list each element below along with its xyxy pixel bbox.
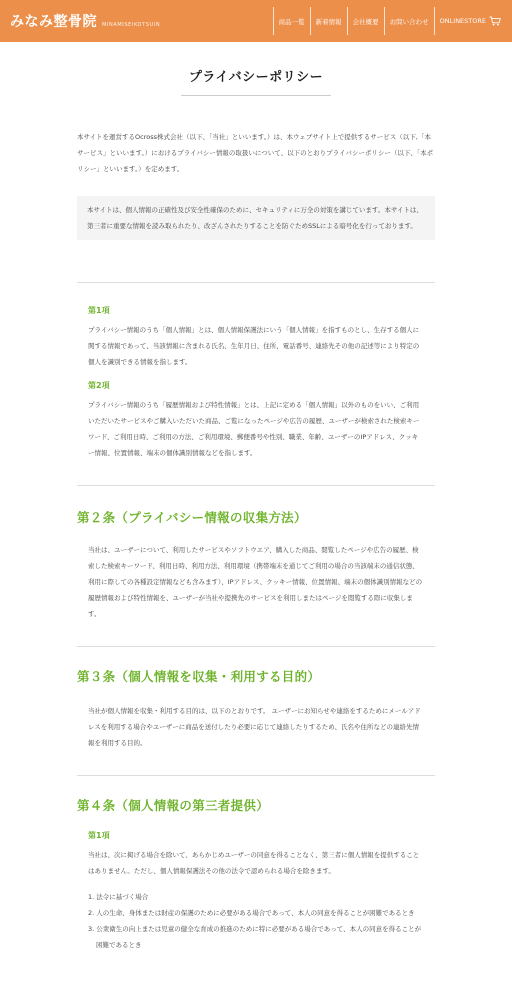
page-content [0,66,512,953]
s4-item1-text: 当社は、次に掲げる場合を除いて、あらかじめユーザーの同意を得ることなく、第三者に個人情報を提供することはありません。ただし、個人情報保護法その他の法令で認められる場合を除きます。 [88,851,420,875]
security-notice-box: 本サイトは、個人情報の正確性及び安全性確保のために、セキュリティに万全の対策を講じています。本サイトは、第三者に重要な情報を読み取られたり、改ざんされたりすることを防ぐためSSLによる暗号化を行っております。 [77,196,435,240]
main-nav [273,0,506,42]
section-divider [77,485,435,486]
nav-company[interactable]: 会社概要 [347,7,384,35]
nav-news[interactable]: 新着情報 [310,7,347,35]
section-2-text: 当社は、ユーザーについて、利用したサービスやソフトウエア、購入した商品、閲覧したページや広告の履歴、検索した検索キーワード、利用日時、利用方法、利用環境（携帯端末を通じてご利用の場合の当該端末の通信状態、利用に際しての各種設定情報なども含みます）、IPアドレス、クッキー情報、位置情報、端末の個体識別情報などの履歴情報および特性情報を、ユーザーが当社や提携先のサービスを利用しまたはページを閲覧する際に収集します。 [88,546,423,618]
logo-text: みなみ整骨院 [10,14,97,30]
s1-item2-text: プライバシー情報のうち「履歴情報および特性情報」とは、上記に定める「個人情報」以外のものをいい、ご利用いただいたサービスやご購入いただいた商品、ご覧になったページや広告の履歴、ユーザーが検索された検索キーワード、ご利用日時、ご利用の方法、ご利用環境、郵便番号や性別、職業、年齢、ユーザーのIPアドレス、クッキー情報、位置情報、端末の個体識別情報などを指します。 [88,401,420,457]
s1-item2-heading: 第2項 [88,381,110,390]
logo-subtext: MINAMISEIKOTSUIN [102,22,161,28]
title-underline [181,95,331,96]
page-title: プライバシーポリシー [188,70,324,85]
section-3-text: 当社が個人情報を収集・利用する目的は、以下のとおりです。 ユーザーにお知らせや連絡をするためにメールアドレスを利用する場合やユーザーに商品を送付したり必要に応じて連絡したりするため、氏名や住所などの連絡先情報を利用する目的。 [88,707,421,747]
s1-item1-text: プライバシー情報のうち「個人情報」とは、個人情報保護法にいう「個人情報」を指すものとし、生存する個人に関する情報であって、当該情報に含まれる氏名、生年月日、住所、電話番号、連絡先その他の記述等により特定の個人を識別できる情報を指します。 [88,326,420,366]
nav-contact[interactable]: お問い合わせ [384,7,434,35]
s1-item1-heading: 第1項 [88,306,110,315]
list-item: 2. 人の生命、身体または財産の保護のために必要がある場合であって、本人の同意を得ることが困難であるとき [88,909,415,917]
nav-online-store-label: ONLINESTORE [439,17,486,25]
section-divider [77,646,435,647]
section-divider [77,282,435,283]
nav-products[interactable]: 商品一覧 [273,7,310,35]
intro-paragraph: 本サイトを運営するOcross株式会社（以下、「当社」といいます。）は、本ウェブサイト上で提供するサービス（以下,「本サービス」といいます。）におけるプライバシー情報の取扱いについて、以下のとおりプライバシーポリシー（以下、「本ポリシー」といいます。）を定めます。 [77,133,434,173]
list-item: 3. 公衆衛生の向上または児童の健全な育成の推進のために特に必要がある場合であって、本人の同意を得ることが困難であるとき [88,925,422,949]
s4-item1-heading: 第1項 [88,831,110,840]
section-4-heading: 第４条（個人情報の第三者提供） [77,798,270,813]
site-logo[interactable] [10,11,160,31]
site-header [0,0,512,42]
section-divider [77,775,435,776]
list-item: 1. 法令に基づく場合 [88,893,149,901]
section-3-heading: 第３条（個人情報を収集・利用する目的） [77,669,321,684]
cart-icon [489,16,501,26]
nav-online-store[interactable] [434,7,506,35]
s4-conditions-list [88,889,424,953]
section-2-heading: 第２条（プライバシー情報の収集方法） [77,510,307,525]
